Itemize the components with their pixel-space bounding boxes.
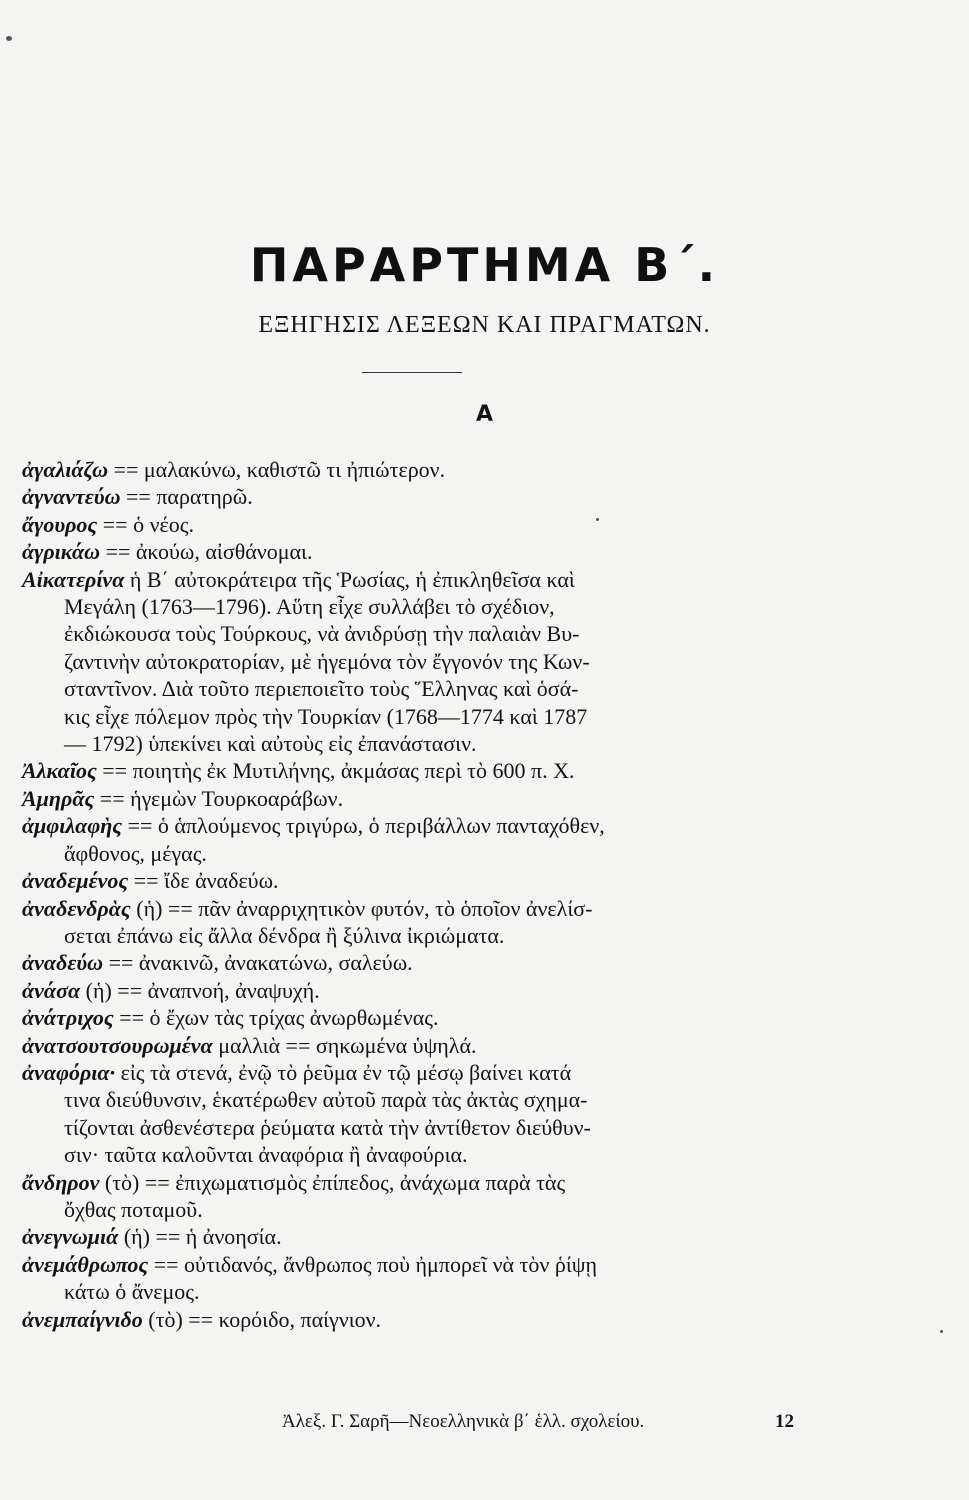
appendix-title: ΠΑΡΑΡΤΗΜΑ Β΄. — [249, 238, 720, 292]
page-number: 12 — [775, 1411, 794, 1432]
entry-definition-line: (ἡ) == ἀναπνοή, ἀναψυχή. — [85, 977, 320, 1003]
glossary-entry — [22, 511, 798, 538]
entry-term: ἀνεγνωμιά — [22, 1224, 119, 1250]
paper-speck — [940, 1330, 943, 1333]
entry-definition-line: κις εἶχε πόλεμον πρὸς τὴν Τουρκίαν (1768—1774 καὶ 1787 — [64, 703, 588, 729]
glossary-entry — [22, 867, 798, 894]
entry-term: Ἀλκαῖος — [22, 758, 97, 784]
entry-term: ἀνεμάθρωπος — [22, 1251, 149, 1277]
entry-definition-line: — 1792) ὑπεκίνει καὶ αὐτοὺς εἰς ἐπανάστασιν. — [64, 731, 477, 757]
entry-definition-line: == ποιητὴς ἐκ Μυτιλήνης, ἀκμάσας περὶ τὸ 600 π. Χ. — [102, 758, 575, 784]
entry-term: ἀναδεμένος — [22, 868, 129, 894]
entry-definition-line: σιν· ταῦτα καλοῦνται ἀναφόρια ἢ ἀναφούρια. — [64, 1142, 468, 1168]
entry-definition-line: ἄφθονος, μέγας. — [64, 840, 207, 866]
glossary-entry — [22, 895, 798, 950]
entry-term: ἀνάτριχος — [22, 1005, 114, 1031]
glossary-entry — [22, 949, 798, 976]
entry-definition-line: ὄχθας ποταμοῦ. — [64, 1196, 203, 1222]
entry-definition-line: == οὐτιδανός, ἄνθρωπος ποὺ ἠμπορεῖ νὰ τὸν ῥίψῃ — [153, 1251, 598, 1277]
entry-definition-line: == ὁ ἔχων τὰς τρίχας ἀνωρθωμένας. — [119, 1005, 439, 1031]
entry-definition-line: εἰς τὰ στενά, ἐνῷ τὸ ῥεῦμα ἐν τῷ μέσῳ βαίνει κατά — [120, 1059, 572, 1085]
entry-term: Αἰκατερίνα — [22, 566, 125, 592]
paper-speck — [6, 36, 12, 41]
entry-definition-line: ἐκδιώκουσα τοὺς Τούρκους, νὰ ἀνιδρύσῃ τὴν παλαιὰν Βυ- — [64, 621, 580, 647]
entry-definition-line: == ὁ νέος. — [102, 511, 194, 537]
glossary-entry — [22, 1004, 798, 1031]
section-letter-heading: Α — [475, 402, 494, 427]
entry-term: ἀγαλιάζω — [22, 457, 109, 482]
entry-definition-line: ζαντινὴν αὐτοκρατορίαν, μὲ ἡγεμόνα τὸν ἔγγονόν της Κων- — [64, 648, 590, 674]
entry-definition-line: == ἀνακινῶ, ἀνακατώνω, σαλεύω. — [108, 950, 413, 976]
entry-term: ἀναδεύω — [22, 950, 104, 976]
entry-term: ἄνδηρον — [22, 1169, 100, 1195]
entry-term: ἀνάσα — [22, 977, 81, 1003]
entry-definition-line: τινα διεύθυνσιν, ἑκατέρωθεν αὐτοῦ παρὰ τὰς ἀκτὰς σχημα- — [64, 1087, 588, 1113]
entry-definition-line: == ἀκούω, αἰσθάνομαι. — [105, 539, 313, 565]
entry-term: ἀναφόρια· — [22, 1059, 116, 1085]
entry-definition-line: == ὁ ἁπλούμενος τριγύρω, ὁ περιβάλλων πανταχόθεν, — [127, 813, 605, 839]
glossary-entry — [22, 1306, 798, 1333]
entry-definition-line: ἡ Β΄ αὐτοκράτειρα τῆς Ῥωσίας, ἡ ἐπικληθεῖσα καὶ — [129, 566, 575, 592]
title-divider — [362, 372, 462, 373]
entry-definition-line: (τὸ) == ἐπιχωματισμὸς ἐπίπεδος, ἀνάχωμα παρὰ τὰς — [104, 1169, 566, 1195]
glossary-entry — [22, 1032, 798, 1059]
entry-term: ἀνεμπαίγνιδο — [22, 1306, 143, 1332]
entry-definition-line: κάτω ὁ ἄνεμος. — [64, 1279, 200, 1305]
entry-definition-line: σταντῖνον. Διὰ τοῦτο περιεποιεῖτο τοὺς Ἕλληνας καὶ ὁσά- — [64, 676, 579, 702]
entry-term: Ἀμηρᾶς — [22, 785, 95, 811]
glossary-entry — [22, 456, 798, 483]
glossary-entry — [22, 483, 798, 510]
paper-speck — [596, 518, 599, 521]
entry-definition-line: μαλλιὰ == σηκωμένα ὑψηλά. — [218, 1032, 477, 1058]
entry-definition-line: == παρατηρῶ. — [126, 484, 253, 510]
appendix-subtitle: ΕΞΗΓΗΣΙΣ ΛΕΞΕΩΝ ΚΑΙ ΠΡΑΓΜΑΤΩΝ. — [258, 312, 711, 338]
glossary-entry — [22, 538, 798, 565]
entry-definition-line: Μεγάλη (1763—1796). Αὕτη εἶχε συλλάβει τὸ σχέδιον, — [64, 594, 555, 620]
footer-book-reference: Ἀλεξ. Γ. Σαρῆ—Νεοελληνικὰ β΄ ἑλλ. σχολείου. — [282, 1411, 645, 1432]
glossary-entry — [22, 1059, 798, 1169]
entry-definition-line: (ἡ) == ἡ ἀνοησία. — [123, 1224, 282, 1250]
entry-definition-line: σεται ἐπάνω εἰς ἄλλα δένδρα ἢ ξύλινα ἰκριώματα. — [64, 922, 505, 948]
entry-term: ἀγναντεύω — [22, 484, 121, 510]
glossary-entry — [22, 757, 798, 784]
entry-definition-line: τίζονται ἀσθενέστερα ῥεύματα κατὰ τὴν ἀντίθετον διεύθυν- — [64, 1114, 591, 1140]
entry-definition-line: == μαλακύνω, καθιστῶ τι ἠπιώτερον. — [113, 457, 446, 482]
entry-term: ἀναδενδρὰς — [22, 895, 131, 921]
glossary-entry — [22, 785, 798, 812]
glossary-entry — [22, 977, 798, 1004]
glossary-entry — [22, 1223, 798, 1250]
entry-term: ἀμφιλαφὴς — [22, 813, 123, 839]
glossary-entry — [22, 1251, 798, 1306]
entry-definition-line: == ἡγεμὼν Τουρκοαράβων. — [99, 785, 344, 811]
entry-term: ἀνατσουτσουρωμένα — [22, 1032, 213, 1058]
entry-definition-line: (ἡ) == πᾶν ἀναρριχητικὸν φυτόν, τὸ ὁποῖον ἀνελίσ- — [136, 895, 593, 921]
entry-term: ἄγουρος — [22, 511, 98, 537]
entry-definition-line: (τὸ) == κορόιδο, παίγνιον. — [148, 1306, 382, 1332]
glossary-entries — [22, 456, 798, 1333]
glossary-entry — [22, 566, 798, 758]
entry-term: ἀγρικάω — [22, 539, 101, 565]
entry-definition-line: == ἴδε ἀναδεύω. — [133, 868, 279, 894]
glossary-entry — [22, 1169, 798, 1224]
glossary-entry — [22, 812, 798, 867]
